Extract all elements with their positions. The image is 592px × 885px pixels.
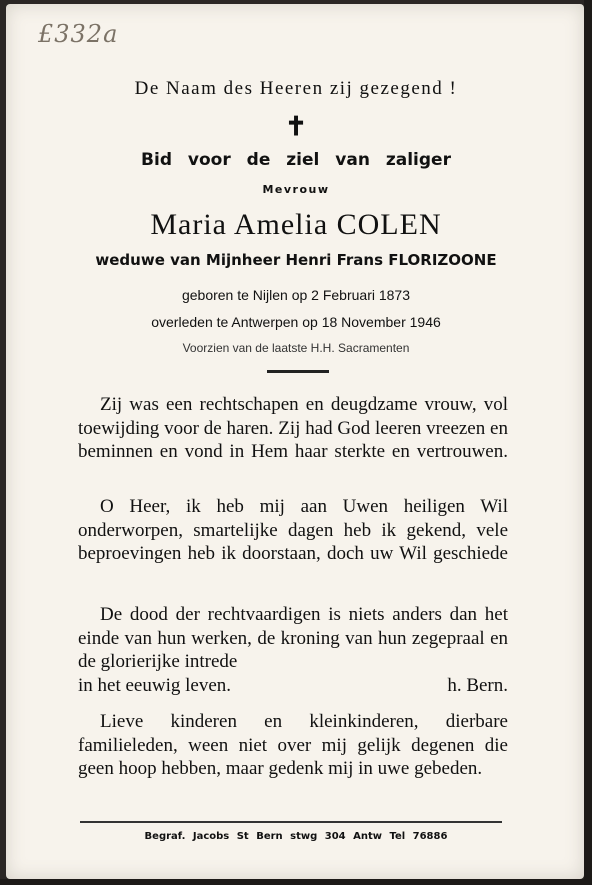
- paragraph-3-attribution: h. Bern.: [447, 674, 508, 696]
- divider-long: [80, 821, 502, 823]
- prayer-line: Bid voor de ziel van zaliger: [141, 150, 451, 170]
- paragraph-3-last-line: [78, 674, 508, 698]
- divider-short: [267, 370, 329, 373]
- paragraph-2-text: O Heer, ik heb mij aan Uwen heiligen Wil onderworpen, smartelijke dagen heb ik gekend, vele beproevingen heb ik doorstaan, doch uw Wil geschiede: [78, 496, 508, 564]
- header-blessing: De Naam des Heeren zij gezegend !: [134, 78, 458, 99]
- sacraments-line: Voorzien van de laatste H.H. Sacramenten: [182, 341, 410, 355]
- birth-line: geboren te Nijlen op 2 Februari 1873: [181, 287, 411, 303]
- cross-icon: ✝: [285, 112, 307, 142]
- paragraph-3-text: De dood der rechtvaardigen is niets anders dan het einde van hun werken, de kroning van hun zegepraal en de glorierijke intrede: [78, 604, 508, 672]
- paragraph-1: [78, 393, 508, 464]
- death-line: overleden te Antwerpen op 18 November 1946: [151, 314, 441, 330]
- paragraph-1-text: Zij was een rechtschapen en deugdzame vrouw, vol toewijding voor de haren. Zij had God leeren vreezen en beminnen en vond in Hem haar sterkte en vertrouwen.: [78, 394, 508, 462]
- scan-edge-bottom: [0, 879, 592, 885]
- paragraph-3-closing: in het eeuwig leven.: [78, 674, 232, 696]
- printer-imprint: Begraf. Jacobs St Bern stwg 304 Antw Tel 76886: [144, 831, 448, 842]
- handwritten-reference: £332a: [38, 20, 119, 48]
- paragraph-4-text: Lieve kinderen en kleinkinderen, dierbare familieleden, ween niet over mij gelijk degenen die geen hoop hebben, maar gedenk mij in uwe gebeden.: [78, 711, 508, 779]
- title-mevrouw: Mevrouw: [262, 183, 330, 196]
- paragraph-3: [78, 603, 508, 697]
- paragraph-4: [78, 710, 508, 781]
- deceased-name: Maria Amelia COLEN: [150, 208, 442, 241]
- widow-of-line: weduwe van Mijnheer Henri Frans FLORIZOONE: [95, 251, 497, 269]
- paragraph-2: [78, 495, 508, 566]
